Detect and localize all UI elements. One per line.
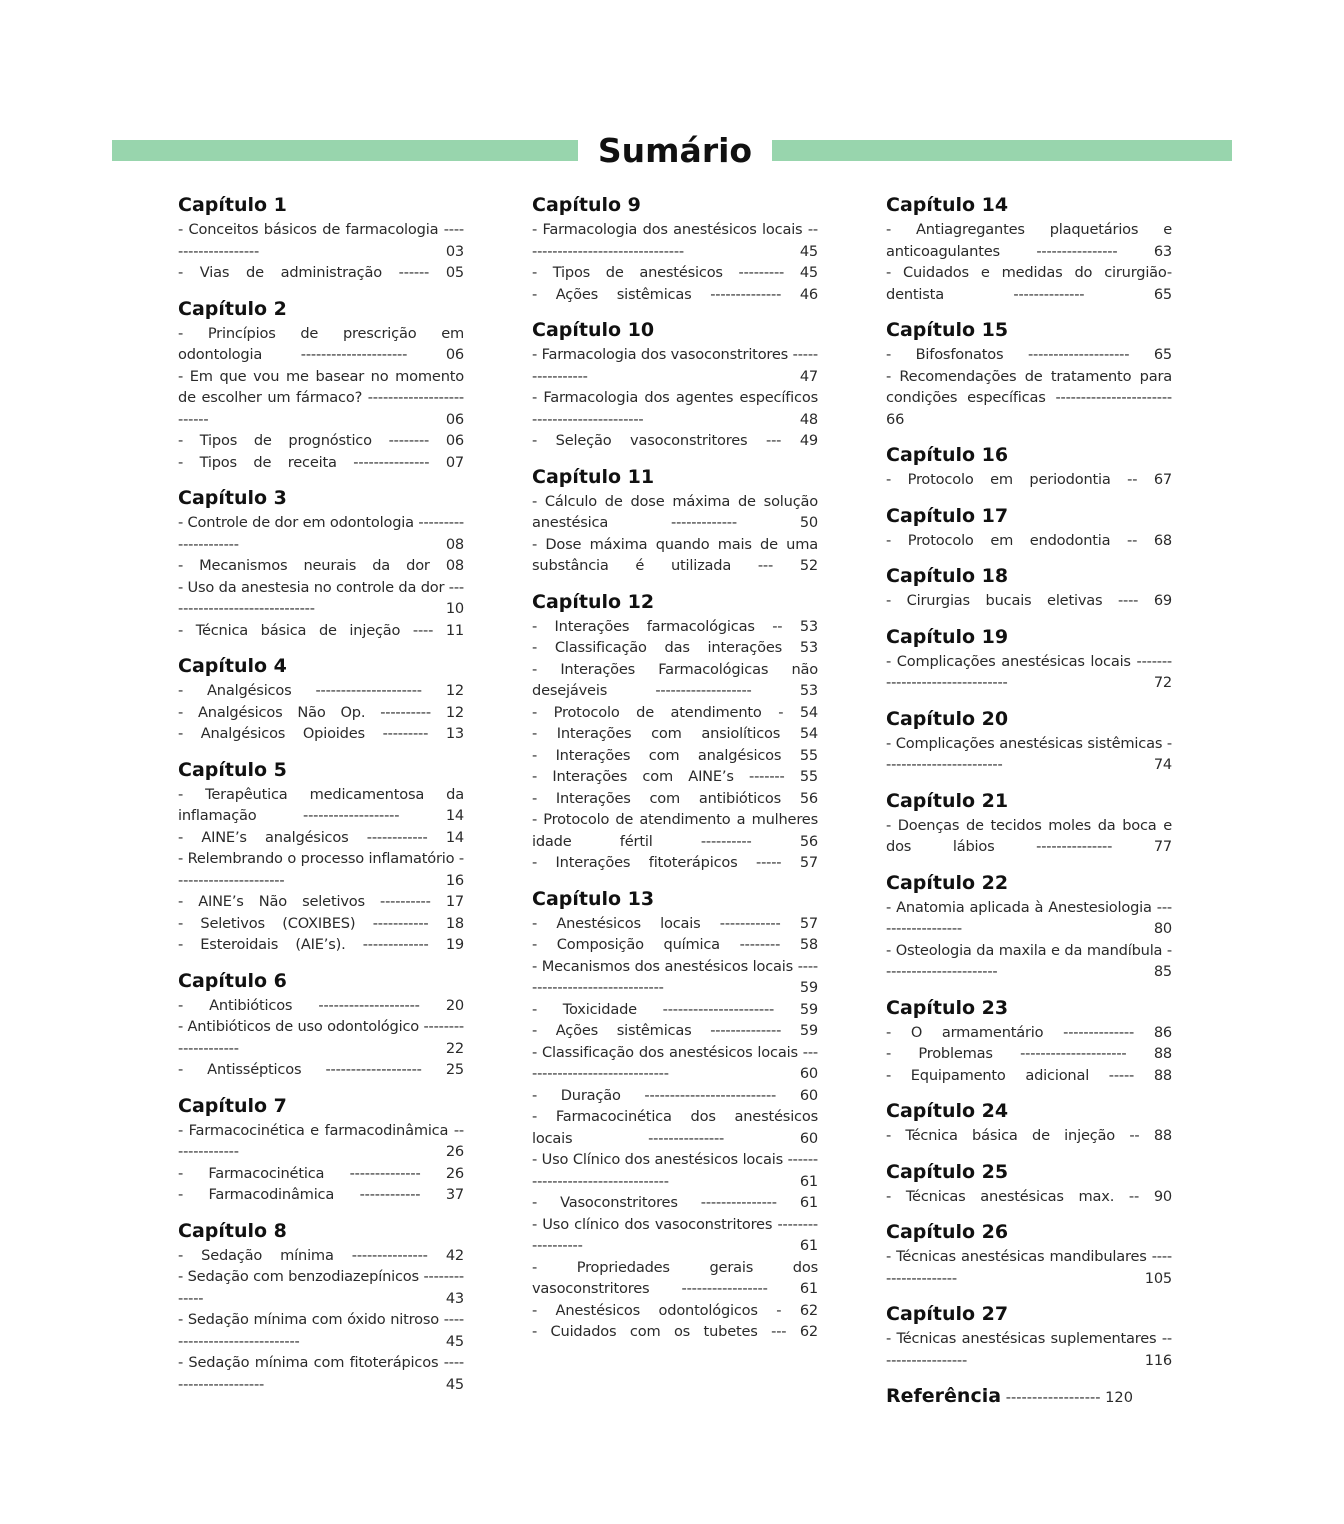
chapter-block — [532, 192, 818, 305]
toc-entry[interactable]: - Farmacocinética dos anestésicos locais --------------- 60 — [532, 1108, 818, 1147]
toc-entry[interactable]: - Analgésicos Não Op. ---------- 12 — [178, 703, 464, 721]
chapter-block — [886, 503, 1172, 552]
toc-entry[interactable]: - AINE’s Não seletivos ---------- 17 — [178, 893, 464, 910]
toc-entry[interactable]: - O armamentário -------------- 86 — [886, 1023, 1172, 1041]
toc-entry[interactable]: - Uso Clínico dos anestésicos locais --------------------------------- 61 — [532, 1151, 818, 1190]
chapter-title[interactable]: Capítulo 4 — [178, 655, 287, 677]
chapter-title[interactable]: Capítulo 17 — [886, 504, 1009, 527]
toc-entry[interactable]: - Farmacologia dos vasoconstritores ---------------- 47 — [532, 346, 818, 385]
chapter-title[interactable]: Capítulo 14 — [886, 194, 1009, 216]
toc-entry[interactable]: - Cálculo de dose máxima de solução anestésica ------------- 50 — [532, 492, 818, 531]
chapter-title[interactable]: Capítulo 10 — [532, 319, 655, 341]
chapter-title[interactable]: Capítulo 27 — [886, 1303, 1009, 1325]
toc-entry[interactable]: - Antibióticos de uso odontológico -------------------- 22 — [178, 1018, 464, 1057]
toc-entry[interactable]: - Terapêutica medicamentosa da inflamação ------------------- 14 — [178, 785, 464, 824]
toc-entry[interactable]: - Complicações anestésicas sistêmicas ------------------------ 74 — [886, 734, 1172, 773]
toc-entry[interactable]: - Técnicas anestésicas suplementares ------------------ 116 — [886, 1330, 1172, 1369]
chapter-block — [178, 1218, 464, 1396]
toc-entry[interactable]: - Dose máxima quando mais de uma substância é utilizada --- 52 — [532, 535, 818, 574]
toc-entry[interactable]: - Interações com antibióticos 56 — [532, 789, 818, 807]
chapter-title[interactable]: Capítulo 25 — [886, 1160, 1009, 1183]
toc-column-2 — [532, 192, 818, 1355]
toc-entry[interactable]: - Farmacologia dos agentes específicos ---------------------- 48 — [532, 389, 818, 428]
toc-entry[interactable]: - Classificação das interações 53 — [532, 639, 818, 656]
toc-entry[interactable]: - Propriedades gerais dos vasoconstritores ----------------- 61 — [532, 1258, 818, 1297]
toc-entry[interactable]: - Técnicas anestésicas max. -- 90 — [886, 1187, 1172, 1205]
chapter-title[interactable]: Capítulo 23 — [886, 996, 1009, 1019]
toc-entry[interactable]: - Técnica básica de injeção -- 88 — [886, 1127, 1172, 1144]
toc-entry[interactable]: - Farmacocinética -------------- 26 — [178, 1164, 464, 1182]
toc-entry[interactable]: - Antiagregantes plaquetários e anticoagulantes ---------------- 63 — [886, 221, 1172, 260]
chapter-block — [886, 1098, 1172, 1147]
chapter-block — [886, 706, 1172, 776]
chapter-title[interactable]: Capítulo 7 — [178, 1094, 287, 1117]
chapter-title[interactable]: Capítulo 18 — [886, 565, 1009, 587]
toc-entry[interactable]: - Farmacodinâmica ------------ 37 — [178, 1186, 464, 1203]
toc-entry[interactable]: - Sedação mínima --------------- 42 — [178, 1246, 464, 1264]
toc-column-1 — [178, 192, 464, 1407]
chapter-block — [886, 870, 1172, 983]
chapter-title[interactable]: Capítulo 19 — [886, 625, 1009, 648]
toc-entry[interactable]: - Recomendações de tratamento para condições específicas ----------------------- 66 — [886, 367, 1172, 428]
chapter-title[interactable]: Capítulo 11 — [532, 465, 655, 488]
chapter-block — [178, 653, 464, 745]
toc-entry[interactable]: - Seleção vasoconstritores --- 49 — [532, 432, 818, 449]
toc-entry[interactable]: - Tipos de prognóstico -------- 06 — [178, 432, 464, 449]
toc-entry[interactable]: - Antibióticos -------------------- 20 — [178, 996, 464, 1014]
toc-entry[interactable]: - Mecanismos neurais da dor 08 — [178, 557, 464, 574]
toc-entry[interactable]: - Vasoconstritores --------------- 61 — [532, 1194, 818, 1211]
toc-entry[interactable]: - Doenças de tecidos moles da boca e dos lábios --------------- 77 — [886, 816, 1172, 855]
toc-entry[interactable]: - Farmacologia dos anestésicos locais -------------------------------- 45 — [532, 221, 818, 260]
chapter-title[interactable]: Capítulo 24 — [886, 1100, 1009, 1122]
chapter-block — [886, 788, 1172, 858]
chapter-title[interactable]: Capítulo 1 — [178, 194, 287, 216]
toc-entry[interactable]: - Cuidados e medidas do cirurgião-dentista -------------- 65 — [886, 264, 1172, 303]
chapter-block — [532, 886, 818, 1343]
toc-entry[interactable]: - Osteologia da maxila e da mandíbula ----------------------- 85 — [886, 941, 1172, 980]
title-banner — [112, 128, 1232, 174]
toc-entry[interactable]: - Protocolo de atendimento - 54 — [532, 703, 818, 721]
toc-entry[interactable]: - Esteroidais (AIE’s). ------------- 19 — [178, 936, 464, 953]
toc-entry[interactable]: - Toxicidade ---------------------- 59 — [532, 1000, 818, 1018]
toc-entry[interactable]: - Interações fitoterápicos ----- 57 — [532, 854, 818, 871]
toc-entry[interactable]: - Equipamento adicional ----- 88 — [886, 1066, 1172, 1084]
title-stripe-right — [772, 140, 1232, 161]
toc-entry[interactable]: - Farmacocinética e farmacodinâmica -------------- 26 — [178, 1121, 464, 1160]
chapter-block — [886, 1159, 1172, 1208]
chapter-block — [532, 589, 818, 874]
toc-entry[interactable]: - Interações com AINE’s ------- 55 — [532, 768, 818, 785]
title-stripe-left — [112, 140, 578, 161]
chapter-title[interactable]: Capítulo 26 — [886, 1221, 1009, 1243]
chapter-block — [532, 317, 818, 452]
toc-entry[interactable]: - Complicações anestésicas locais ------------------------------- 72 — [886, 652, 1172, 691]
toc-entry[interactable]: - Em que vou me basear no momento de escolher um fármaco? ------------------------- 06 — [178, 367, 464, 428]
chapter-title[interactable]: Capítulo 21 — [886, 789, 1009, 812]
toc-entry[interactable]: - Técnica básica de injeção ---- 11 — [178, 621, 464, 639]
toc-entry[interactable]: - Uso da anestesia no controle da dor ------------------------------ 10 — [178, 578, 464, 617]
toc-entry[interactable]: - Protocolo em periodontia -- 67 — [886, 471, 1172, 488]
toc-entry[interactable]: - Cuidados com os tubetes --- 62 — [532, 1323, 818, 1340]
toc-entry[interactable]: - Mecanismos dos anestésicos locais ------------------------------ 59 — [532, 957, 818, 996]
toc-entry[interactable]: - Interações com ansiolíticos 54 — [532, 725, 818, 742]
toc-entry[interactable]: - Conceitos básicos de farmacologia -------------------- 03 — [178, 221, 464, 260]
toc-entry[interactable]: - Problemas --------------------- 88 — [886, 1045, 1172, 1062]
toc-entry[interactable]: - Sedação mínima com fitoterápicos --------------------- 45 — [178, 1354, 464, 1393]
chapter-title[interactable]: Capítulo 16 — [886, 444, 1009, 466]
reference-entry[interactable] — [886, 1383, 1172, 1411]
toc-entry[interactable]: - Ações sistêmicas -------------- 46 — [532, 285, 818, 303]
chapter-block — [178, 757, 464, 956]
toc-entry[interactable]: - Técnicas anestésicas mandibulares ------------------ 105 — [886, 1248, 1172, 1287]
chapter-title[interactable]: Capítulo 3 — [178, 487, 287, 509]
chapter-title[interactable]: Capítulo 8 — [178, 1219, 287, 1242]
toc-entry[interactable]: - Tipos de receita --------------- 07 — [178, 453, 464, 471]
toc-entry[interactable]: - Cirurgias bucais eletivas ---- 69 — [886, 592, 1172, 609]
chapter-block — [886, 995, 1172, 1087]
chapter-block — [886, 563, 1172, 612]
toc-entry[interactable]: - Controle de dor em odontologia --------------------- 08 — [178, 514, 464, 553]
chapter-block — [178, 1093, 464, 1206]
reference-page: ------------------ 120 — [1001, 1389, 1133, 1406]
reference-label: Referência — [886, 1385, 1002, 1407]
chapter-title[interactable]: Capítulo 5 — [178, 758, 287, 781]
toc-column-3 — [886, 192, 1172, 1411]
toc-entry[interactable]: - Analgésicos Opioides --------- 13 — [178, 725, 464, 742]
toc-entry[interactable]: - Anatomia aplicada à Anestesiologia ------------------ 80 — [886, 898, 1172, 937]
chapter-block — [178, 296, 464, 474]
toc-entry[interactable]: - Uso clínico dos vasoconstritores ------------------ 61 — [532, 1215, 818, 1254]
chapter-block — [886, 624, 1172, 694]
chapter-title[interactable]: Capítulo 2 — [178, 297, 287, 320]
chapter-title[interactable]: Capítulo 13 — [532, 887, 655, 910]
toc-entry[interactable]: - Antissépticos ------------------- 25 — [178, 1061, 464, 1078]
chapter-title[interactable]: Capítulo 22 — [886, 871, 1009, 894]
toc-entry[interactable]: - Sedação com benzodiazepínicos ------------- 43 — [178, 1268, 464, 1307]
toc-entry[interactable]: - Anestésicos locais ------------ 57 — [532, 914, 818, 932]
toc-entry[interactable]: - Interações Farmacológicas não desejáveis ------------------- 53 — [532, 660, 818, 699]
toc-entry[interactable]: - Princípios de prescrição em odontologia --------------------- 06 — [178, 324, 464, 363]
toc-entry[interactable]: - Vias de administração ------ 05 — [178, 264, 464, 281]
chapter-block — [178, 192, 464, 284]
toc-entry[interactable]: - Protocolo de atendimento a mulheres idade fértil ---------- 56 — [532, 811, 818, 850]
toc-entry[interactable]: - Sedação mínima com óxido nitroso ---------------------------- 45 — [178, 1311, 464, 1350]
chapter-title[interactable]: Capítulo 12 — [532, 590, 655, 613]
toc-entry[interactable]: - Protocolo em endodontia -- 68 — [886, 531, 1172, 549]
chapter-block — [532, 464, 818, 577]
chapter-block — [886, 317, 1172, 430]
chapter-title[interactable]: Capítulo 20 — [886, 707, 1009, 730]
toc-entry[interactable]: - Interações farmacológicas -- 53 — [532, 617, 818, 635]
chapter-title[interactable]: Capítulo 6 — [178, 969, 287, 992]
toc-entry[interactable]: - Relembrando o processo inflamatório ---------------------- 16 — [178, 850, 464, 889]
page-title: Sumário — [597, 131, 753, 170]
toc-entry[interactable]: - Tipos de anestésicos --------- 45 — [532, 264, 818, 281]
chapter-block — [886, 1301, 1172, 1371]
toc-entry[interactable]: - Seletivos (COXIBES) ----------- 18 — [178, 914, 464, 932]
toc-entry[interactable]: - Anestésicos odontológicos - 62 — [532, 1301, 818, 1319]
chapter-block — [178, 485, 464, 641]
chapter-title[interactable]: Capítulo 9 — [532, 194, 641, 216]
chapter-title[interactable]: Capítulo 15 — [886, 319, 1009, 341]
toc-entry[interactable]: - Composição química -------- 58 — [532, 936, 818, 953]
chapter-block — [886, 192, 1172, 305]
chapter-block — [886, 442, 1172, 491]
toc-entry[interactable]: - Interações com analgésicos 55 — [532, 746, 818, 764]
toc-entry[interactable]: - Duração -------------------------- 60 — [532, 1086, 818, 1104]
toc-entry[interactable]: - Analgésicos --------------------- 12 — [178, 682, 464, 699]
chapter-block — [886, 1219, 1172, 1289]
toc-entry[interactable]: - AINE’s analgésicos ------------ 14 — [178, 828, 464, 846]
chapter-block — [178, 968, 464, 1081]
toc-entry[interactable]: - Bifosfonatos -------------------- 65 — [886, 346, 1172, 363]
toc-entry[interactable]: - Classificação dos anestésicos locais ------------------------------ 60 — [532, 1043, 818, 1082]
toc-entry[interactable]: - Ações sistêmicas -------------- 59 — [532, 1022, 818, 1039]
